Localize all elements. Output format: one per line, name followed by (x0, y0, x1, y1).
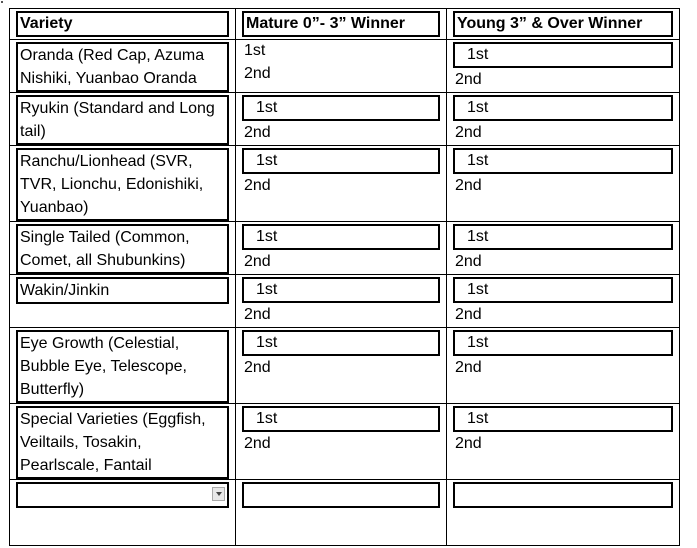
table-row (10, 93, 680, 146)
variety-cell (10, 93, 236, 146)
variety-field[interactable]: Eye Growth (Celestial, Bubble Eye, Telescope, Butterfly) (16, 330, 229, 403)
variety-cell (10, 222, 236, 275)
young-cell (447, 93, 680, 146)
variety-field[interactable]: Special Varieties (Eggfish, Veiltails, Tosakin, Pearlscale, Fantail (16, 406, 229, 479)
young-first-field[interactable]: 1st (453, 95, 673, 121)
mature-first-field[interactable]: 1st (242, 330, 440, 356)
mature-cell (236, 146, 447, 222)
header-row (10, 9, 680, 40)
young-first-field[interactable]: 1st (453, 277, 673, 303)
young-cell (447, 275, 680, 328)
young-entry-field[interactable] (453, 482, 673, 508)
variety-cell (10, 40, 236, 93)
mature-cell (236, 93, 447, 146)
young-first-field[interactable]: 1st (453, 406, 673, 432)
young-cell (447, 146, 680, 222)
young-cell (447, 222, 680, 275)
table-row (10, 40, 680, 93)
header-young-cell (447, 9, 680, 40)
mature-second-label: 2nd (244, 124, 271, 141)
mature-cell (236, 328, 447, 404)
table-row (10, 328, 680, 404)
mature-second-label: 2nd (244, 253, 271, 270)
corner-marker (1, 1, 3, 3)
variety-cell (10, 480, 236, 546)
young-first-field[interactable]: 1st (453, 224, 673, 250)
mature-cell (236, 40, 447, 93)
young-second-label: 2nd (455, 124, 482, 141)
young-second-label: 2nd (455, 177, 482, 194)
empty-entry-row (10, 480, 680, 546)
young-second-label: 2nd (455, 71, 482, 88)
chevron-down-icon[interactable] (212, 487, 225, 501)
young-second-label: 2nd (455, 359, 482, 376)
young-second-label: 2nd (455, 306, 482, 323)
young-first-field[interactable]: 1st (453, 330, 673, 356)
young-second-label: 2nd (455, 253, 482, 270)
mature-second-label: 2nd (244, 177, 271, 194)
header-mature[interactable]: Mature 0”- 3” Winner (242, 11, 440, 37)
variety-field[interactable]: Ranchu/Lionhead (SVR, TVR, Lionchu, Edonishiki, Yuanbao) (16, 148, 229, 221)
mature-first-field[interactable]: 1st (242, 277, 440, 303)
mature-cell (236, 222, 447, 275)
variety-cell (10, 146, 236, 222)
mature-second-label: 2nd (244, 359, 271, 376)
young-cell (447, 328, 680, 404)
variety-cell (10, 328, 236, 404)
variety-field[interactable]: Single Tailed (Common, Comet, all Shubunkins) (16, 224, 229, 274)
mature-first-field[interactable]: 1st (242, 406, 440, 432)
young-cell (447, 40, 680, 93)
mature-first-field[interactable]: 1st (242, 95, 440, 121)
young-cell (447, 480, 680, 546)
mature-second-label: 2nd (244, 306, 271, 323)
header-mature-cell (236, 9, 447, 40)
mature-first-field[interactable]: 1st (242, 148, 440, 174)
variety-cell (10, 275, 236, 328)
young-second-label: 2nd (455, 435, 482, 452)
table-row (10, 275, 680, 328)
variety-field[interactable]: Oranda (Red Cap, Azuma Nishiki, Yuanbao Oranda (16, 42, 229, 92)
header-variety-cell (10, 9, 236, 40)
variety-field[interactable]: Wakin/Jinkin (16, 277, 229, 304)
mature-cell (236, 275, 447, 328)
table-row (10, 146, 680, 222)
mature-cell (236, 404, 447, 480)
young-first-field[interactable]: 1st (453, 148, 673, 174)
young-cell (447, 404, 680, 480)
table-row (10, 222, 680, 275)
table-row (10, 404, 680, 480)
mature-first-label[interactable]: 1st (244, 42, 266, 59)
young-first-field[interactable]: 1st (453, 42, 673, 68)
mature-entry-field[interactable] (242, 482, 440, 508)
mature-cell (236, 480, 447, 546)
mature-first-field[interactable]: 1st (242, 224, 440, 250)
variety-field[interactable]: Ryukin (Standard and Long tail) (16, 95, 229, 145)
winners-table (9, 8, 680, 546)
mature-second-label: 2nd (244, 435, 271, 452)
header-young[interactable]: Young 3” & Over Winner (453, 11, 673, 37)
header-variety[interactable]: Variety (16, 11, 229, 37)
variety-cell (10, 404, 236, 480)
mature-second-label: 2nd (244, 65, 271, 82)
variety-select[interactable] (16, 482, 229, 508)
